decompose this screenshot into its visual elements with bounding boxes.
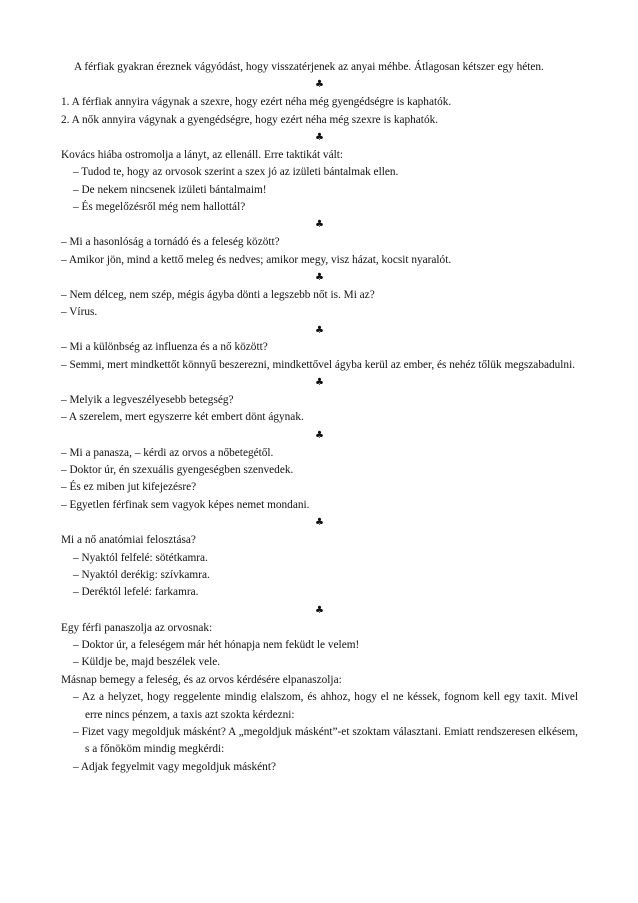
joke-8-line-2: – Nyaktól felfelé: sötétkamra. <box>73 551 208 564</box>
joke-9-line-7: – Adjak fegyelmit vagy megoldjuk másként? <box>73 760 276 773</box>
joke-9-line-4: Másnap bemegy a feleség, és az orvos kérdésére elpanaszolja: <box>61 673 342 686</box>
club-separator-icon: ♣ <box>315 219 324 231</box>
club-separator-icon: ♣ <box>315 604 324 616</box>
joke-6-line-2: – A szerelem, mert egyszerre két embert dönt ágynak. <box>61 411 304 424</box>
joke-9-line-1: Egy férfi panaszolja az orvosnak: <box>61 621 213 634</box>
joke-3-line-2: – Amikor jön, mind a kettő meleg és nedves; amikor megy, visz házat, kocsit nyaralót. <box>61 253 452 266</box>
document-page <box>61 59 578 776</box>
joke-8-line-1: Mi a nő anatómiai felosztása? <box>61 534 196 547</box>
joke-4-line-1: – Nem délceg, nem szép, mégis ágyba dönti a legszebb nőt is. Mi az? <box>61 288 375 301</box>
joke-5-line-1: – Mi a különbség az influenza és a nő között? <box>61 341 268 354</box>
joke-2-line-2: – Tudod te, hogy az orvosok szerint a szex jó az izületi bántalmak ellen. <box>73 166 399 179</box>
joke-8-line-3: – Nyaktól derékig: szívkamra. <box>73 568 210 581</box>
joke-2-line-1: Kovács hiába ostromolja a lányt, az ellenáll. Erre taktikát vált: <box>61 148 344 161</box>
joke-4-line-2: – Vírus. <box>61 306 98 319</box>
joke-9-line-3: – Küldje be, majd beszélek vele. <box>73 656 221 669</box>
intro-paragraph: A férfiak gyakran éreznek vágyódást, hogy visszatérjenek az anyai méhbe. Átlagosan kétszer egy héten. <box>74 61 544 73</box>
club-separator-icon: ♣ <box>315 132 324 144</box>
club-separator-icon: ♣ <box>315 429 324 441</box>
joke-2-line-3: – De nekem nincsenek izületi bántalmaim! <box>73 183 267 196</box>
joke-8-line-4: – Deréktól lefelé: farkamra. <box>73 586 199 599</box>
joke-3-line-1: – Mi a hasonlóság a tornádó és a feleség között? <box>61 236 280 249</box>
joke-9-line-2: – Doktor úr, a feleségem már hét hónapja nem feküdt le velem! <box>73 638 360 651</box>
joke-1-line-1: 1. A férfiak annyira vágynak a szexre, hogy ezért néha még gyengédségre is kaphatók. <box>61 96 452 109</box>
joke-7-line-1: – Mi a panasza, – kérdi az orvos a nőbetegétől. <box>61 446 274 459</box>
joke-7-line-4: – Egyetlen férfinak sem vagyok képes nemet mondani. <box>61 498 310 511</box>
joke-7-line-2: – Doktor úr, én szexuális gyengeségben szenvedek. <box>61 464 294 477</box>
club-separator-icon: ♣ <box>315 517 324 529</box>
joke-5-line-2: – Semmi, mert mindkettőt könnyű beszerezni, mindkettővel ágyba kerül az ember, és nehéz tőlük megszabadulni. <box>61 358 576 371</box>
club-separator-icon: ♣ <box>315 79 324 91</box>
joke-7-line-3: – És ez miben jut kifejezésre? <box>61 481 197 494</box>
joke-2-line-4: – És megelőzésről még nem hallottál? <box>73 201 246 214</box>
club-separator-icon: ♣ <box>315 324 324 336</box>
joke-1-line-2: 2. A nők annyira vágynak a gyengédségre, hogy ezért néha még szexre is kaphatók. <box>61 113 439 126</box>
joke-6-line-1: – Melyik a legveszélyesebb betegség? <box>61 394 234 407</box>
club-separator-icon: ♣ <box>315 377 324 389</box>
joke-9-line-5: – Az a helyzet, hogy reggelente mindig elalszom, és ahhoz, hogy el ne késsek, fognom kell egy taxit. Mivel erre nincs pénzem, a taxis azt szokta kérdezni: <box>73 691 578 721</box>
joke-9-line-6: – Fizet vagy megoldjuk másként? A „megoldjuk másként”-et szoktam választani. Emiatt rendszeresen elkésem, s a főnököm mindig megkérdi: <box>73 725 578 756</box>
club-separator-icon: ♣ <box>315 272 324 284</box>
